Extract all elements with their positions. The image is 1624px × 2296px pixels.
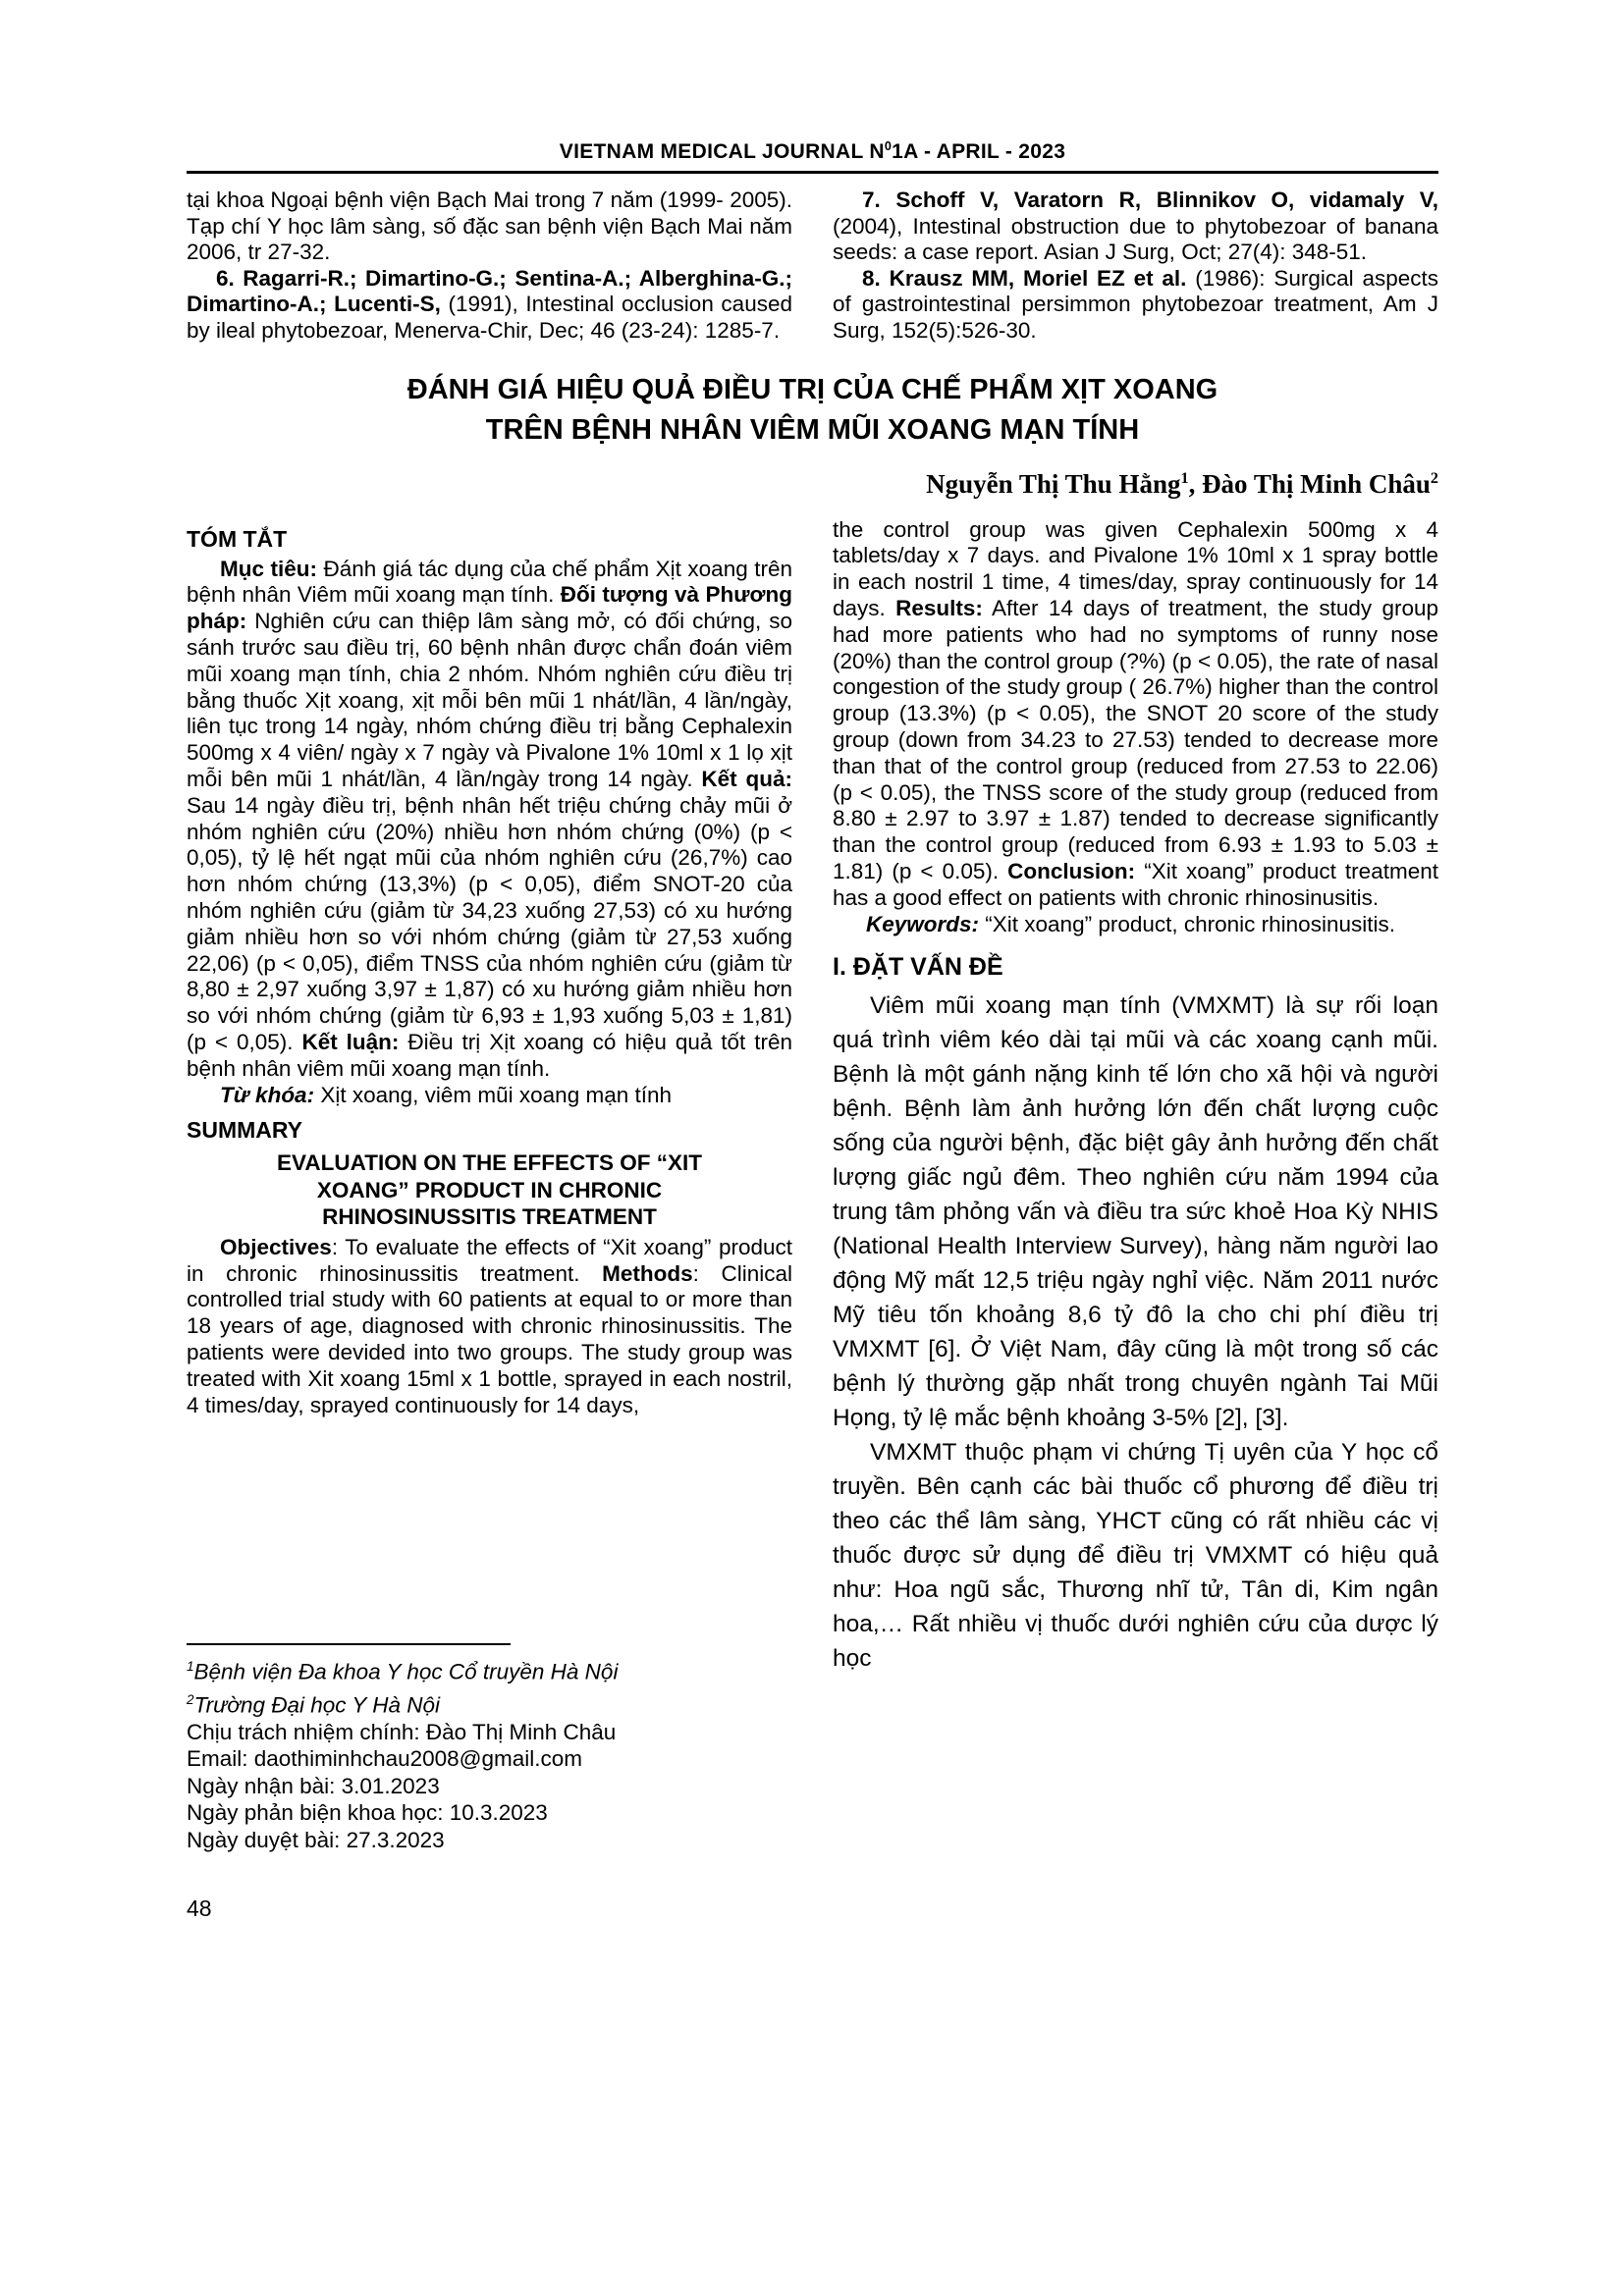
- running-head: [187, 133, 1438, 174]
- introduction-heading: I. ĐẶT VẤN ĐỀ: [833, 953, 1003, 982]
- summary-subtitle: EVALUATION ON THE EFFECTS OF “XIT XOANG” PRODUCT IN CHRONIC RHINOSINUSSITIS TREATMENT: [277, 1150, 702, 1230]
- reference-continuation: tại khoa Ngoại bệnh viện Bạch Mai trong 7 năm (1999- 2005). Tạp chí Y học lâm sàng, số đặc san bệnh viện Bạch Mai năm 2006, tr 27-32.: [187, 187, 792, 265]
- reference-item-7: 7. Schoff V, Varatorn R, Blinnikov O, vidamaly V, (2004), Intestinal obstruction due to phytobezoar of banana seeds: a case report. Asian J Surg, Oct; 27(4): 348-51.: [833, 187, 1438, 265]
- article-title-line-1: ĐÁNH GIÁ HIỆU QUẢ ĐIỀU TRỊ CỦA CHẾ PHẨM XỊT XOANG: [406, 373, 1218, 405]
- reference-item-8: 8. Krausz MM, Moriel EZ et al. (1986): Surgical aspects of gastrointestinal persimmon phytobezoar treatment, Am J Surg, 152(5):526-30.: [833, 265, 1438, 343]
- article-authors: Nguyễn Thị Thu Hằng$^1$, Đào Thị Minh Châu$^2$: [926, 468, 1438, 499]
- references-section: [187, 187, 1438, 345]
- abstract-keywords: Từ khóa: Xịt xoang, viêm mũi xoang mạn tính: [220, 1082, 673, 1107]
- footnote-received-date: Ngày nhận bài: 3.01.2023: [187, 1773, 440, 1798]
- references-left-column: [187, 187, 792, 345]
- page-number: 48: [187, 1895, 212, 1921]
- summary-paragraph-right: the control group was given Cephalexin 500mg x 4 tablets/day x 7 days. and Pivalone 1% 10ml x 1 spray bottle in each nostril 1 time, 4 times/day, spray continuously for 14 days. Results: After 14 days of treatment, the study group had more patients who had no symptoms of runny nose (20%) than the control group (?%) (p < 0.05), the rate of nasal congestion of the study group ( 26.7%) higher than the control group (13.3%) (p < 0.05), the SNOT 20 score of the study group (down from 34.23 to 27.53) tended to decrease more than that of the control group (reduced from 27.53 to 22.06) (p < 0.05), the TNSS score of the study group (reduced from 8.80 ± 2.97 to 3.97 ± 1.87) tended to decrease significantly than the control group (reduced from 6.93 ± 1.93 to 5.03 ± 1.81) (p < 0.05). Conclusion: “Xit xoang” product treatment has a good effect on patients with chronic rhinosinusitis.: [833, 516, 1439, 910]
- footnote-accepted-date: Ngày duyệt bài: 27.3.2023: [187, 1827, 445, 1852]
- footnote-block: [187, 1622, 792, 1853]
- article-body: [187, 517, 1438, 1854]
- article-title-line-2: TRÊN BỆNH NHÂN VIÊM MŨI XOANG MẠN TÍNH: [485, 413, 1140, 446]
- abstract-heading: TÓM TẮT: [187, 525, 288, 552]
- right-column: [833, 517, 1438, 1854]
- journal-title: VIETNAM MEDICAL JOURNAL $N^01A$ - APRIL - 2023: [559, 139, 1066, 163]
- introduction-paragraph-1: Viêm mũi xoang mạn tính (VMXMT) là sự rối loạn quá trình viêm kéo dài tại mũi và các xoang cạnh mũi. Bệnh là một gánh nặng kinh tế lớn cho xã hội và người bệnh. Bệnh làm ảnh hưởng lớn đến chất lượng cuộc sống của người bệnh, đặc biệt gây ảnh hưởng đến chất lượng giấc ngủ đêm. Theo nghiên cứu năm 1994 của trung tâm phỏng vấn và điều tra sức khoẻ Hoa Kỳ NHIS (National Health Interview Survey), hàng năm người lao động Mỹ mất 12,5 triệu ngày nghỉ việc. Năm 2011 nước Mỹ tiêu tốn khoảng 8,6 tỷ đô la cho chi phí điều trị VMXMT [6]. Ở Việt Nam, đây cũng là một trong số các bệnh lý thường gặp nhất trong chuyên ngành Tai Mũi Họng, tỷ lệ mắc bệnh khoảng 3-5% [2], [3].: [833, 992, 1438, 1432]
- references-right-column: [833, 187, 1438, 345]
- summary-paragraph-left: Objectives: To evaluate the effects of “Xit xoang” product in chronic rhinosinussitis treatment. Methods: Clinical controlled trial study with 60 patients at equal to or more than 18 years of age, diagnosed with chronic rhinosinussitis. The patients were devided into two groups. The study group was treated with Xit xoang 15ml x 1 bottle, sprayed in each nostril, 4 times/day, sprayed continuously for 14 days,: [187, 1234, 792, 1417]
- header-divider: [187, 171, 1438, 174]
- abstract-paragraph: Mục tiêu: Đánh giá tác dụng của chế phẩm Xịt xoang trên bệnh nhân Viêm mũi xoang mạn tính. Đối tượng và Phương pháp: Nghiên cứu can thiệp lâm sàng mở, có đối chứng, so sánh trước sau điều trị, 60 bệnh nhân được chẩn đoán viêm mũi xoang mạn tính, chia 2 nhóm. Nhóm nghiên cứu điều trị bằng thuốc Xịt xoang, xịt mỗi bên mũi 1 nhát/lần, 4 lần/ngày, liên tục trong 14 ngày, nhóm chứng điều trị bằng Cephalexin 500mg x 4 viên/ ngày x 7 ngày và Pivalone 1% 10ml x 1 lọ xịt mỗi bên mũi 1 nhát/lần, 4 lần/ngày trong 14 ngày. Kết quả: Sau 14 ngày điều trị, bệnh nhân hết triệu chứng chảy mũi ở nhóm nghiên cứu (20%) nhiều hơn nhóm chứng (0%) (p < 0,05), tỷ lệ hết ngạt mũi của nhóm nghiên cứu (26,7%) cao hơn nhóm chứng (13,3%) (p < 0,05), điểm SNOT-20 của nhóm nghiên cứu (giảm từ 34,23 xuống 27,53) có xu hướng giảm nhiều hơn so với nhóm chứng (giảm từ 27,53 xuống 22,06) (p < 0,05), điểm TNSS của nhóm nghiên cứu (giảm từ 8,80 ± 2,97 xuống 3,97 ± 1,87) có xu hướng giảm nhiều hơn so với nhóm chứng (giảm từ 6,93 ± 1,93 xuống 5,03 ± 1,81) (p < 0,05). Kết luận: Điều trị Xịt xoang có hiệu quả tốt trên bệnh nhân viêm mũi xoang mạn tính.: [187, 556, 793, 1081]
- footnote-reviewed-date: Ngày phản biện khoa học: 10.3.2023: [187, 1800, 548, 1826]
- footnote-email: Email: daothiminhchau2008@gmail.com: [187, 1746, 583, 1772]
- summary-keywords: Keywords: “Xit xoang” product, chronic rhinosinusitis.: [866, 911, 1395, 936]
- article-title: [187, 370, 1438, 451]
- footnote-corresponding-author: Chịu trách nhiệm chính: Đào Thị Minh Châu: [187, 1719, 617, 1744]
- reference-item-6: 6. Ragarri-R.; Dimartino-G.; Sentina-A.; Alberghina-G.; Dimartino-A.; Lucenti-S, (1991), Intestinal occlusion caused by ileal phytobezoar, Menerva-Chir, Dec; 46 (23-24): 1285-7.: [187, 265, 792, 343]
- introduction-paragraph-2: VMXMT thuộc phạm vi chứng Tị uyên của Y học cổ truyền. Bên cạnh các bài thuốc cổ phương để điều trị theo các thể lâm sàng, YHCT cũng có rất nhiều các vị thuốc được sử dụng để điều trị VMXMT có hiệu quả như: Hoa ngũ sắc, Thương nhĩ tử, Tân di, Kim ngân hoa,… Rất nhiều vị thuốc dưới nghiên cứu của dược lý học: [833, 1439, 1438, 1673]
- footnote-divider: [187, 1643, 511, 1645]
- left-column: [187, 517, 792, 1854]
- footnote-affiliation-1: $^1$Bệnh viện Đa khoa Y học Cổ truyền Hà Nội: [187, 1659, 619, 1684]
- footnote-affiliation-2: $^2$Trường Đại học Y Hà Nội: [187, 1691, 440, 1717]
- summary-heading: SUMMARY: [187, 1117, 302, 1144]
